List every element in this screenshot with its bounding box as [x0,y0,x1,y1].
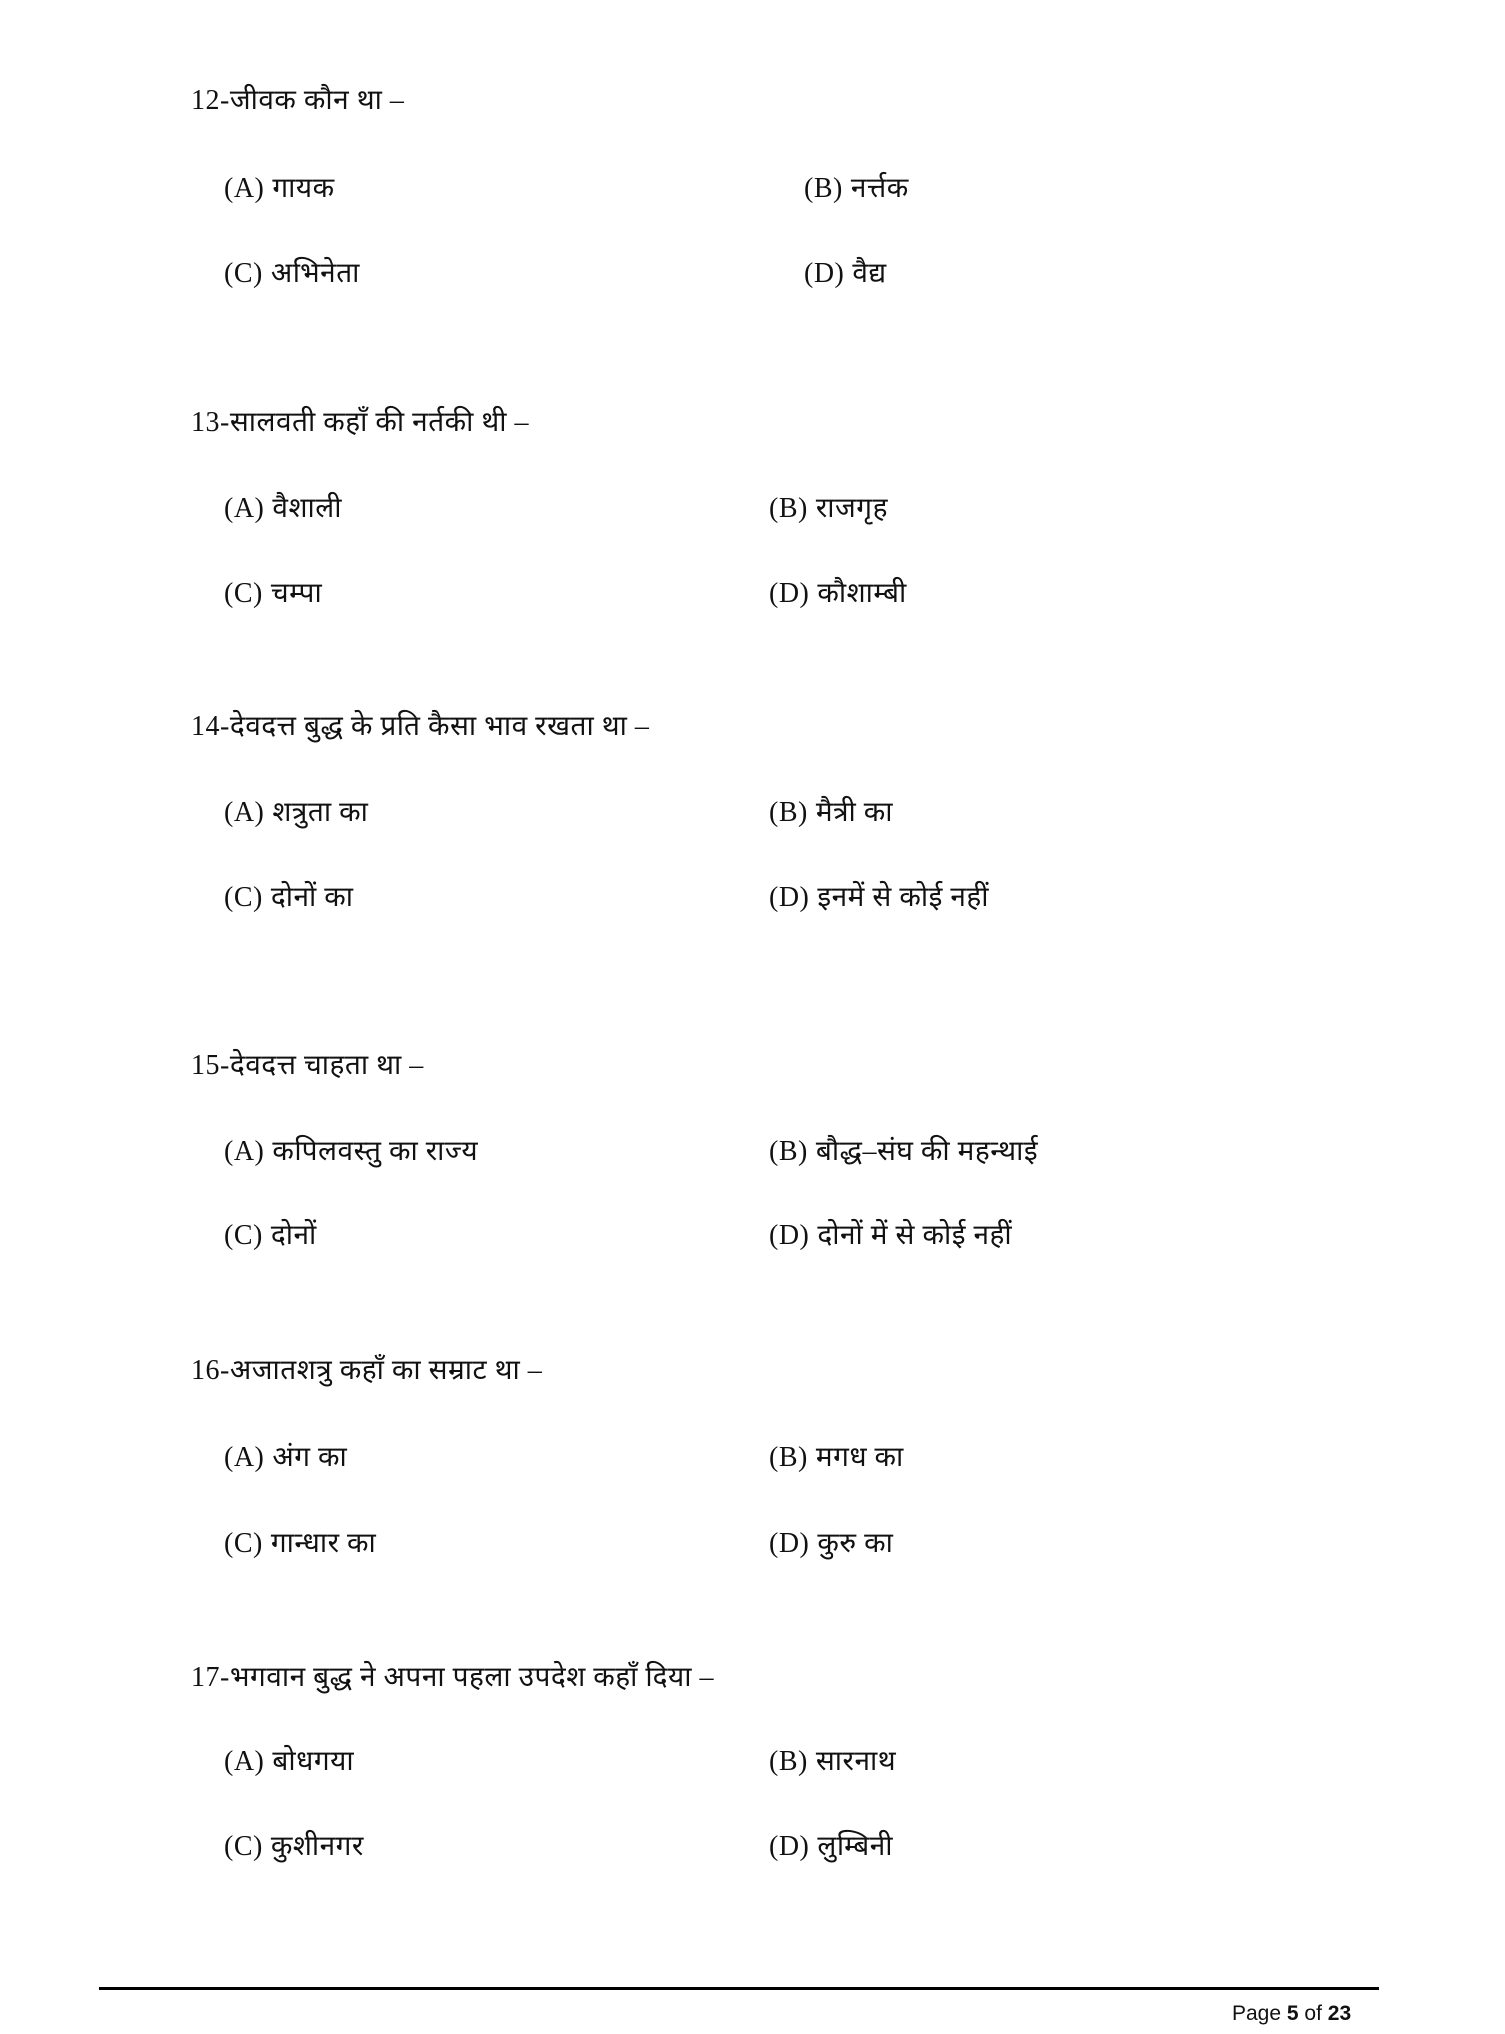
option-text: मैत्री का [815,797,894,828]
option-label: (B) [769,1746,808,1777]
current-page: 5 [1286,2002,1299,2025]
question-13-option-b [769,491,888,527]
option-label: (A) [224,493,265,524]
question-15: 15-देवदत्त चाहता था – [191,1050,424,1081]
option-text: गायक [272,173,335,204]
question-14-option-c [224,880,354,916]
option-label: (D) [769,1528,810,1559]
option-text: दोनों का [270,882,354,913]
option-label: (A) [224,1746,265,1777]
option-text: कपिलवस्तु का राज्य [272,1136,479,1167]
question-12: 12-जीवक कौन था – [191,85,405,116]
option-text: अभिनेता [270,258,360,289]
question-13-option-d [769,576,907,612]
option-text: वैद्य [852,258,887,289]
option-text: मगध का [815,1442,904,1473]
option-text: बौद्ध–संघ की महन्थाई [815,1136,1039,1167]
option-label: (D) [769,1220,810,1251]
option-label: (B) [769,1442,808,1473]
question-13-option-a [224,491,342,527]
option-text: कुरु का [817,1528,894,1559]
question-16-option-d [769,1526,893,1562]
question-13-option-c [224,576,322,612]
option-text: नर्त्तक [850,173,909,204]
question-17: 17-भगवान बुद्ध ने अपना पहला उपदेश कहाँ दिया – [191,1662,715,1693]
option-text: शत्रुता का [272,797,369,828]
total-pages: 23 [1327,2002,1352,2025]
option-label: (D) [769,578,810,609]
option-text: वैशाली [272,493,342,524]
question-16-option-b [769,1440,904,1476]
question-17-option-c [224,1829,364,1865]
question-17-option-b [769,1744,896,1780]
page-number [1232,2001,1351,2027]
option-label: (C) [224,1220,263,1251]
question-16-option-c [224,1526,376,1562]
question-17-option-d [769,1829,893,1865]
option-text: सारनाथ [815,1746,897,1777]
question-14: 14-देवदत्त बुद्ध के प्रति कैसा भाव रखता था – [191,711,650,742]
page-of-label: of [1304,2002,1322,2025]
option-label: (C) [224,1528,263,1559]
option-label: (A) [224,1136,265,1167]
question-17-option-a [224,1744,354,1780]
option-text: राजगृह [815,493,888,524]
option-text: अंग का [272,1442,348,1473]
option-label: (A) [224,173,265,204]
question-12-option-d [804,256,887,292]
page-prefix: Page [1232,2002,1282,2025]
question-15-option-d [769,1218,1012,1254]
option-text: दोनों [270,1220,317,1251]
question-14-option-b [769,795,893,831]
question-12-option-c [224,256,360,292]
option-label: (C) [224,882,263,913]
option-text: इनमें से कोई नहीं [817,882,989,913]
option-label: (B) [769,1136,808,1167]
question-14-option-d [769,880,989,916]
option-label: (A) [224,797,265,828]
question-16: 16-अजातशत्रु कहाँ का सम्राट था – [191,1355,543,1386]
question-15-option-b [769,1134,1038,1170]
option-label: (C) [224,258,263,289]
question-12-option-a [224,171,335,207]
question-16-option-a [224,1440,347,1476]
option-text: दोनों में से कोई नहीं [817,1220,1013,1251]
option-text: लुम्बिनी [817,1831,893,1862]
option-text: बोधगया [272,1746,355,1777]
option-text: कौशाम्बी [817,578,907,609]
option-label: (C) [224,1831,263,1862]
option-label: (C) [224,578,263,609]
option-text: गान्धार का [270,1528,377,1559]
option-label: (D) [769,882,810,913]
question-15-option-a [224,1134,478,1170]
option-label: (B) [804,173,843,204]
option-label: (B) [769,493,808,524]
footer-divider [99,1987,1379,1990]
option-label: (D) [769,1831,810,1862]
question-15-option-c [224,1218,317,1254]
option-label: (A) [224,1442,265,1473]
question-12-option-b [804,171,909,207]
option-label: (B) [769,797,808,828]
question-14-option-a [224,795,368,831]
question-13: 13-सालवती कहाँ की नर्तकी थी – [191,407,530,438]
option-text: चम्पा [270,578,323,609]
option-text: कुशीनगर [270,1831,364,1862]
option-label: (D) [804,258,845,289]
